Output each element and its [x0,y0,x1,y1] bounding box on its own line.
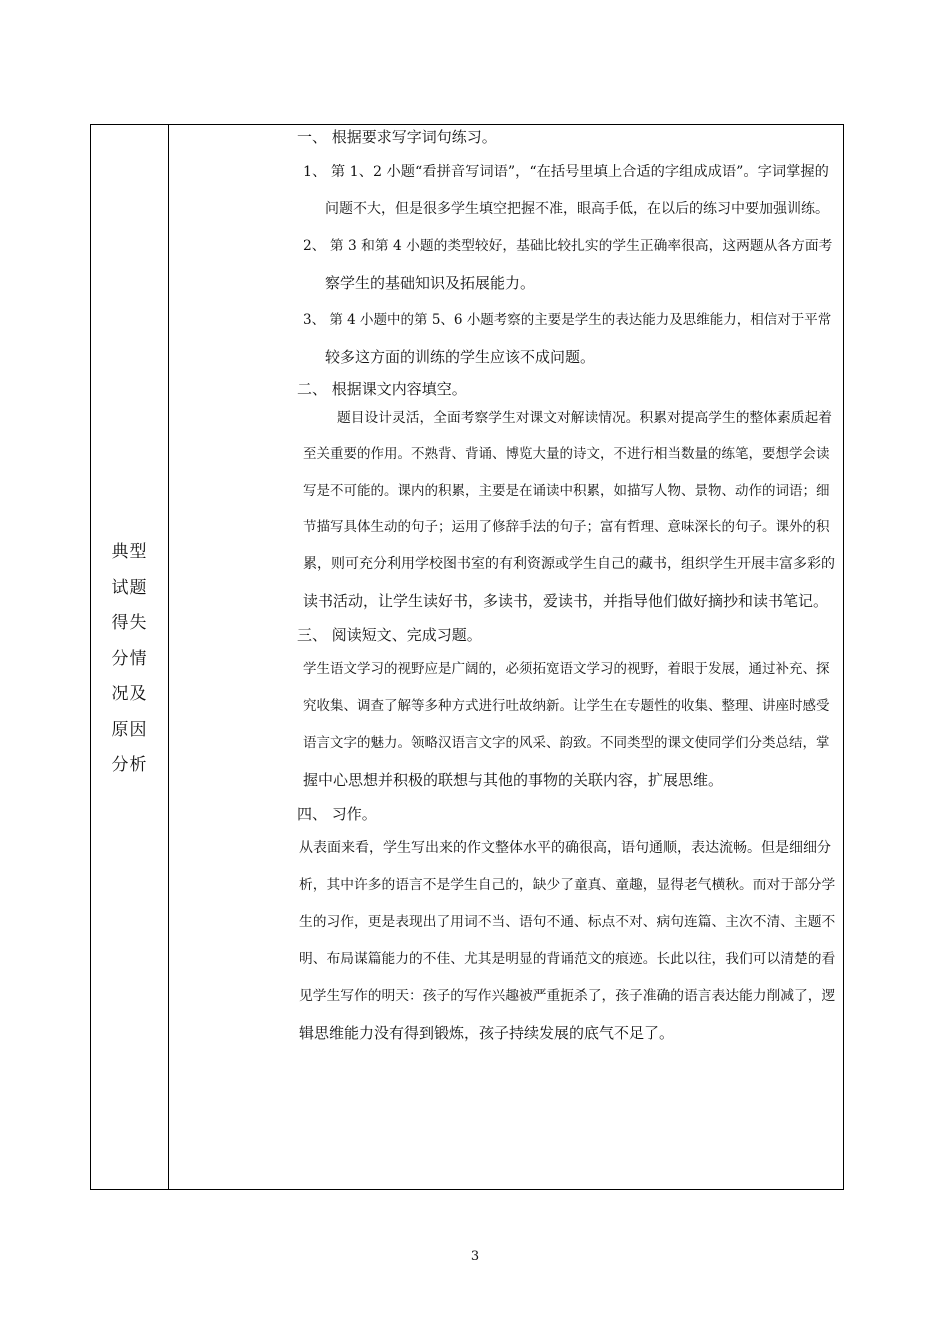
paragraph-line: 辑思维能力没有得到锻炼，孩子持续发展的底气不足了。 [299,1024,675,1042]
row-label-line: 分析 [111,755,148,775]
analysis-table [90,124,844,1190]
paragraph-line: 累，则可充分利用学校图书室的有利资源或学生自己的藏书，组织学生开展丰富多彩的 [303,556,835,572]
paragraph-line: 察学生的基础知识及拓展能力。 [325,274,536,292]
row-label-line: 得失 [111,613,148,633]
paragraph-line: 究收集、调查了解等多种方式进行吐故纳新。让学生在专题性的收集、整理、讲座时感受 [303,698,830,714]
paragraph-line: 析，其中许多的语言不是学生自己的，缺少了童真、童趣，显得老气横秋。而对于部分学 [299,877,836,893]
paragraph-line: 明、布局谋篇能力的不佳、尤其是明显的背诵范文的痕迹。长此以往，我们可以清楚的看 [299,951,836,967]
section-heading-4: 四、 习作。 [297,805,377,823]
paragraph-line: 1、 第 1、2 小题“看拼音写词语”，“在括号里填上合适的字组成成语”。字词掌握的 [303,164,829,180]
paragraph-line: 2、 第 3 和第 4 小题的类型较好，基础比较扎实的学生正确率很高，这两题从各方面考 [303,238,833,254]
paragraph-line: 从表面来看，学生写出来的作文整体水平的确很高，语句通顺，表达流畅。但是细细分 [299,840,831,856]
paragraph-line: 至关重要的作用。不熟背、背诵、博览大量的诗文，不进行相当数量的练笔，要想学会读 [303,446,830,462]
paragraph-line: 节描写具体生动的句子；运用了修辞手法的句子；富有哲理、意味深长的句子。课外的积 [303,519,830,535]
paragraph-line: 3、 第 4 小题中的第 5、6 小题考察的主要是学生的表达能力及思维能力，相信对于平常 [303,312,832,328]
page-number: 3 [470,1249,480,1264]
paragraph-line: 问题不大，但是很多学生填空把握不准，眼高手低，在以后的练习中要加强训练。 [325,201,829,217]
paragraph-line: 握中心思想并积极的联想与其他的事物的关联内容，扩展思维。 [303,771,724,789]
row-label [91,535,168,784]
paragraph-line: 语言文字的魅力。领略汉语言文字的风采、韵致。不同类型的课文使同学们分类总结，掌 [303,735,830,751]
section-heading-3: 三、 阅读短文、完成习题。 [297,626,482,644]
paragraph-line: 生的习作，更是表现出了用词不当、语句不通、标点不对、病句连篇、主次不清、主题不 [299,914,836,930]
row-label-line: 原因 [111,719,148,740]
label-cell [91,125,169,1189]
paragraph-line: 读书活动，让学生读好书，多读书，爱读书，并指导他们做好摘抄和读书笔记。 [303,592,829,610]
paragraph-line: 较多这方面的训练的学生应该不成问题。 [325,348,596,366]
section-heading-1: 一、 根据要求写字词句练习。 [297,128,497,146]
paragraph-line: 见学生写作的明天：孩子的写作兴趣被严重扼杀了，孩子准确的语言表达能力削减了，逻 [299,988,836,1004]
paragraph-line: 题目设计灵活，全面考察学生对课文对解读情况。积累对提高学生的整体素质起着 [337,410,833,426]
row-label-line: 典型 [111,542,148,562]
paragraph-line: 写是不可能的。课内的积累，主要是在诵读中积累，如描写人物、景物、动作的词语；细 [303,483,830,499]
section-heading-2: 二、 根据课文内容填空。 [297,380,467,398]
row-label-line: 试题 [111,577,148,598]
row-label-line: 况及 [111,684,148,704]
row-label-line: 分情 [111,648,148,669]
paragraph-line: 学生语文学习的视野应是广阔的，必须拓宽语文学习的视野，着眼于发展，通过补充、探 [303,661,830,677]
